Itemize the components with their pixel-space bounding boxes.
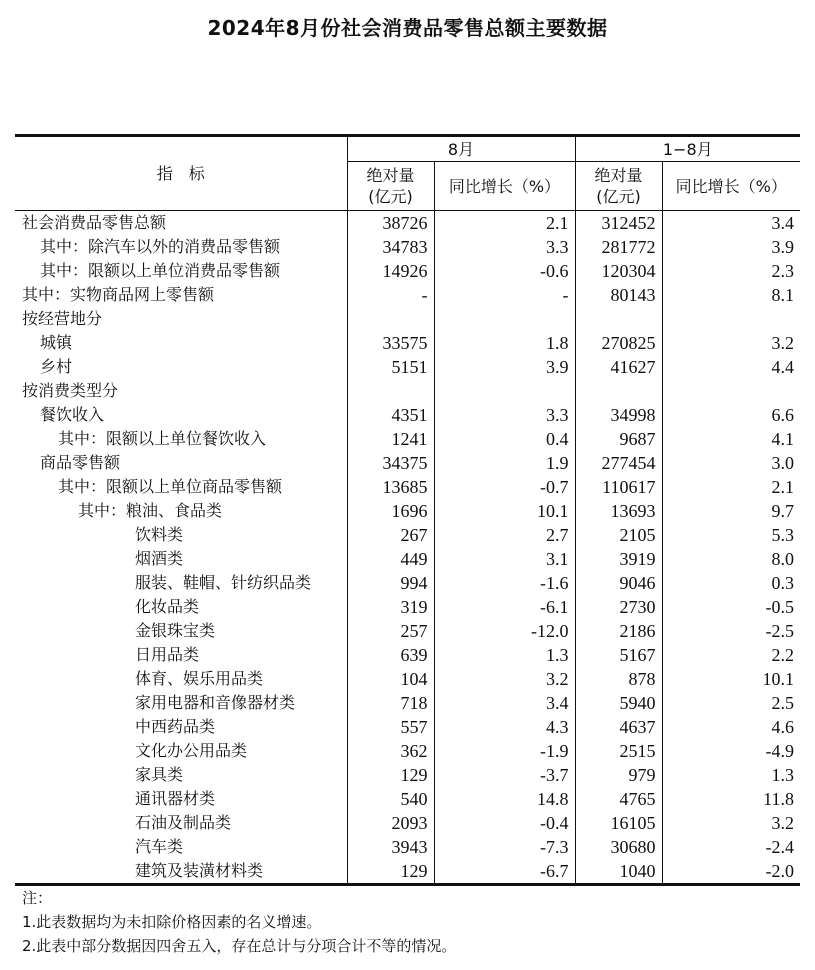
aug-yoy: 4.3	[434, 715, 575, 739]
row-label: 其中：限额以上单位餐饮收入	[58, 429, 267, 448]
aug-absolute: 557	[347, 715, 434, 739]
ytd-absolute: 16105	[575, 811, 662, 835]
table-row	[15, 259, 800, 283]
row-label: 烟酒类	[135, 549, 184, 568]
aug-yoy: 1.8	[434, 331, 575, 355]
header-aug-absolute	[347, 162, 434, 211]
row-label: 家具类	[135, 765, 184, 784]
aug-yoy: 3.1	[434, 547, 575, 571]
ytd-absolute: 2105	[575, 523, 662, 547]
notes-heading: 注：	[22, 889, 53, 907]
ytd-absolute: 120304	[575, 259, 662, 283]
aug-yoy: 3.2	[434, 667, 575, 691]
ytd-absolute: 1040	[575, 859, 662, 885]
aug-absolute: 34783	[347, 235, 434, 259]
header-jan-aug: 1−8月	[575, 136, 800, 162]
aug-absolute: 5151	[347, 355, 434, 379]
aug-yoy: -12.0	[434, 619, 575, 643]
aug-absolute: 319	[347, 595, 434, 619]
aug-absolute: 540	[347, 787, 434, 811]
table-row	[15, 475, 800, 499]
row-label: 文化办公用品类	[135, 741, 248, 760]
aug-yoy: 3.9	[434, 355, 575, 379]
ytd-yoy: -2.4	[662, 835, 800, 859]
row-label: 中西药品类	[135, 717, 216, 736]
row-label: 石油及制品类	[135, 813, 232, 832]
table-row	[15, 787, 800, 811]
ytd-yoy: -4.9	[662, 739, 800, 763]
table-row	[15, 691, 800, 715]
aug-absolute: 33575	[347, 331, 434, 355]
ytd-yoy: 3.2	[662, 331, 800, 355]
ytd-yoy: 2.1	[662, 475, 800, 499]
notes	[22, 886, 456, 958]
table-row	[15, 595, 800, 619]
ytd-absolute: 281772	[575, 235, 662, 259]
aug-absolute: 1241	[347, 427, 434, 451]
ytd-yoy: 10.1	[662, 667, 800, 691]
row-label: 按经营地分	[22, 309, 103, 328]
table-row	[15, 235, 800, 259]
aug-yoy: 10.1	[434, 499, 575, 523]
ytd-yoy: 9.7	[662, 499, 800, 523]
ytd-absolute: 5940	[575, 691, 662, 715]
ytd-yoy: 2.2	[662, 643, 800, 667]
row-label: 餐饮收入	[40, 405, 105, 424]
ytd-absolute: 9687	[575, 427, 662, 451]
aug-absolute: 3943	[347, 835, 434, 859]
note-item: 1.此表数据均为未扣除价格因素的名义增速。	[22, 913, 322, 931]
table-row	[15, 835, 800, 859]
ytd-yoy: 8.1	[662, 283, 800, 307]
page-title: 2024年8月份社会消费品零售总额主要数据	[207, 16, 608, 40]
aug-yoy	[434, 307, 575, 331]
ytd-absolute	[575, 379, 662, 403]
header-abs-line1: 绝对量	[366, 166, 415, 185]
ytd-absolute: 30680	[575, 835, 662, 859]
ytd-yoy: 4.4	[662, 355, 800, 379]
aug-yoy: 1.9	[434, 451, 575, 475]
table-row	[15, 859, 800, 885]
ytd-yoy: 11.8	[662, 787, 800, 811]
ytd-yoy: 8.0	[662, 547, 800, 571]
ytd-yoy: -2.5	[662, 619, 800, 643]
table-row	[15, 547, 800, 571]
table-row	[15, 499, 800, 523]
aug-yoy: -3.7	[434, 763, 575, 787]
ytd-yoy: 4.1	[662, 427, 800, 451]
aug-yoy: 3.3	[434, 235, 575, 259]
ytd-absolute: 2730	[575, 595, 662, 619]
table-row	[15, 643, 800, 667]
table-row	[15, 715, 800, 739]
aug-absolute: 129	[347, 763, 434, 787]
aug-yoy: -1.9	[434, 739, 575, 763]
row-label: 其中：除汽车以外的消费品零售额	[40, 237, 281, 256]
aug-yoy: -0.6	[434, 259, 575, 283]
ytd-absolute: 5167	[575, 643, 662, 667]
row-label: 化妆品类	[135, 597, 200, 616]
ytd-absolute: 34998	[575, 403, 662, 427]
ytd-absolute: 41627	[575, 355, 662, 379]
aug-yoy: 2.1	[434, 211, 575, 236]
row-label: 其中：粮油、食品类	[78, 501, 223, 520]
retail-sales-table	[15, 134, 800, 886]
table-row	[15, 451, 800, 475]
header-ytd-absolute	[575, 162, 662, 211]
table-row	[15, 811, 800, 835]
aug-absolute: 129	[347, 859, 434, 885]
row-label: 其中：限额以上单位消费品零售额	[40, 261, 281, 280]
aug-yoy: -1.6	[434, 571, 575, 595]
ytd-absolute: 2186	[575, 619, 662, 643]
aug-absolute: 14926	[347, 259, 434, 283]
aug-yoy	[434, 379, 575, 403]
aug-yoy: -6.1	[434, 595, 575, 619]
ytd-yoy: 5.3	[662, 523, 800, 547]
ytd-yoy: 4.6	[662, 715, 800, 739]
aug-absolute: 257	[347, 619, 434, 643]
ytd-yoy: 0.3	[662, 571, 800, 595]
aug-absolute: 13685	[347, 475, 434, 499]
ytd-absolute: 979	[575, 763, 662, 787]
ytd-absolute: 2515	[575, 739, 662, 763]
ytd-absolute	[575, 307, 662, 331]
aug-absolute: 362	[347, 739, 434, 763]
row-label: 日用品类	[135, 645, 200, 664]
header-abs-line2: (亿元)	[596, 187, 641, 206]
row-label: 商品零售额	[40, 453, 121, 472]
ytd-absolute: 13693	[575, 499, 662, 523]
table-row	[15, 523, 800, 547]
row-label: 金银珠宝类	[135, 621, 216, 640]
aug-yoy: 0.4	[434, 427, 575, 451]
row-label: 家用电器和音像器材类	[135, 693, 296, 712]
ytd-yoy: 1.3	[662, 763, 800, 787]
header-august: 8月	[347, 136, 575, 162]
row-label: 社会消费品零售总额	[22, 213, 167, 232]
aug-absolute: 639	[347, 643, 434, 667]
aug-yoy: -6.7	[434, 859, 575, 885]
row-label: 饮料类	[135, 525, 184, 544]
ytd-yoy: 2.3	[662, 259, 800, 283]
table-row	[15, 211, 800, 236]
header-ytd-yoy: 同比增长（%）	[662, 162, 800, 211]
aug-yoy: -7.3	[434, 835, 575, 859]
aug-yoy: 3.4	[434, 691, 575, 715]
aug-yoy: 3.3	[434, 403, 575, 427]
row-label: 其中：实物商品网上零售额	[22, 285, 215, 304]
aug-absolute: 718	[347, 691, 434, 715]
row-label: 通讯器材类	[135, 789, 216, 808]
ytd-absolute: 312452	[575, 211, 662, 236]
table-row	[15, 763, 800, 787]
ytd-yoy: 6.6	[662, 403, 800, 427]
table-row	[15, 283, 800, 307]
ytd-absolute: 110617	[575, 475, 662, 499]
ytd-yoy	[662, 307, 800, 331]
aug-absolute: 38726	[347, 211, 434, 236]
ytd-yoy: 3.0	[662, 451, 800, 475]
row-label: 按消费类型分	[22, 381, 119, 400]
ytd-yoy: -0.5	[662, 595, 800, 619]
ytd-yoy: 3.9	[662, 235, 800, 259]
aug-absolute: 34375	[347, 451, 434, 475]
note-item: 2.此表中部分数据因四舍五入，存在总计与分项合计不等的情况。	[22, 937, 457, 955]
ytd-absolute: 4765	[575, 787, 662, 811]
table-row	[15, 355, 800, 379]
ytd-yoy: 3.4	[662, 211, 800, 236]
ytd-yoy: 2.5	[662, 691, 800, 715]
aug-absolute	[347, 379, 434, 403]
ytd-absolute: 277454	[575, 451, 662, 475]
header-abs-line2: (亿元)	[368, 187, 413, 206]
row-label: 乡村	[40, 357, 73, 376]
row-label: 建筑及装潢材料类	[15, 859, 347, 885]
row-label: 体育、娱乐用品类	[135, 669, 264, 688]
aug-absolute: 267	[347, 523, 434, 547]
aug-absolute: 4351	[347, 403, 434, 427]
aug-yoy: -0.7	[434, 475, 575, 499]
table-row	[15, 619, 800, 643]
row-label: 服装、鞋帽、针纺织品类	[135, 573, 312, 592]
aug-absolute: 994	[347, 571, 434, 595]
aug-yoy: -0.4	[434, 811, 575, 835]
ytd-absolute: 270825	[575, 331, 662, 355]
ytd-absolute: 3919	[575, 547, 662, 571]
ytd-yoy	[662, 379, 800, 403]
ytd-absolute: 80143	[575, 283, 662, 307]
header-indicator: 指 标	[15, 136, 347, 211]
aug-absolute: 104	[347, 667, 434, 691]
aug-yoy: 1.3	[434, 643, 575, 667]
table-row	[15, 571, 800, 595]
aug-yoy: 14.8	[434, 787, 575, 811]
aug-absolute: 449	[347, 547, 434, 571]
ytd-yoy: -2.0	[662, 859, 800, 885]
table-row	[15, 307, 800, 331]
aug-absolute: 2093	[347, 811, 434, 835]
aug-absolute: 1696	[347, 499, 434, 523]
table-row	[15, 667, 800, 691]
aug-yoy: 2.7	[434, 523, 575, 547]
ytd-absolute: 878	[575, 667, 662, 691]
table-row	[15, 739, 800, 763]
table-row	[15, 331, 800, 355]
ytd-absolute: 4637	[575, 715, 662, 739]
aug-absolute	[347, 307, 434, 331]
aug-yoy: -	[434, 283, 575, 307]
ytd-yoy: 3.2	[662, 811, 800, 835]
row-label: 城镇	[40, 333, 73, 352]
table-row	[15, 427, 800, 451]
ytd-absolute: 9046	[575, 571, 662, 595]
aug-absolute: -	[347, 283, 434, 307]
table-row	[15, 403, 800, 427]
table-row	[15, 379, 800, 403]
header-abs-line1: 绝对量	[594, 166, 643, 185]
row-label: 其中：限额以上单位商品零售额	[58, 477, 283, 496]
header-aug-yoy: 同比增长（%）	[434, 162, 575, 211]
row-label: 汽车类	[135, 837, 184, 856]
